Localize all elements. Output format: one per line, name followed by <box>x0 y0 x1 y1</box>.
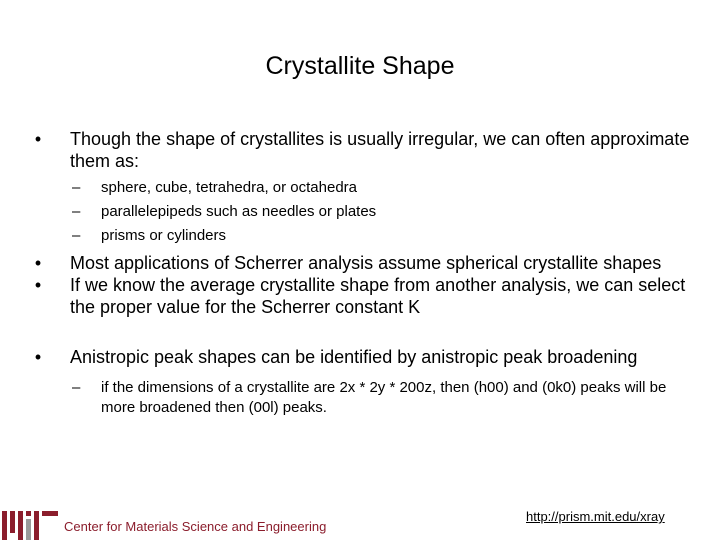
sub-bullet-item <box>30 224 690 248</box>
slide-title: Crystallite Shape <box>265 52 455 80</box>
sub-bullet-item <box>30 378 690 418</box>
bullet-item <box>30 128 690 172</box>
dash-icon: – <box>72 227 81 244</box>
bullet-item <box>30 252 690 274</box>
mit-logo <box>0 505 64 540</box>
sub-bullet-item <box>30 176 690 200</box>
dash-icon: – <box>72 379 81 396</box>
dash-icon: – <box>72 179 81 196</box>
bullet-text: Most applications of Scherrer analysis assume spherical crystallite shapes <box>70 253 662 273</box>
sub-bullet-text: if the dimensions of a crystallite are 2x * 2y * 200z, then (h00) and (0k0) peaks will be more broadened then (00l) peaks. <box>101 379 667 416</box>
bullet-icon: • <box>34 275 42 295</box>
dash-icon: – <box>72 203 81 220</box>
sub-bullet-text: prisms or cylinders <box>101 227 227 244</box>
slide-content <box>30 128 690 418</box>
sub-bullet-text: sphere, cube, tetrahedra, or octahedra <box>101 179 357 196</box>
bullet-icon: • <box>34 347 42 367</box>
sub-bullet-item <box>30 200 690 224</box>
bullet-icon: • <box>34 253 42 273</box>
sub-bullet-text: parallelepipeds such as needles or plates <box>101 203 377 220</box>
bullet-text: Though the shape of crystallites is usually irregular, we can often approximate them as: <box>70 129 690 171</box>
center-name: Center for Materials Science and Engineering <box>64 519 327 534</box>
bullet-icon: • <box>34 129 42 149</box>
bullet-text: Anistropic peak shapes can be identified by anistropic peak broadening <box>70 347 638 367</box>
website-link[interactable]: http://prism.mit.edu/xray <box>526 509 665 524</box>
bullet-item <box>30 346 690 368</box>
bullet-text: If we know the average crystallite shape from another analysis, we can select the proper value for the Scherrer constant K <box>70 275 686 317</box>
bullet-item <box>30 274 690 318</box>
